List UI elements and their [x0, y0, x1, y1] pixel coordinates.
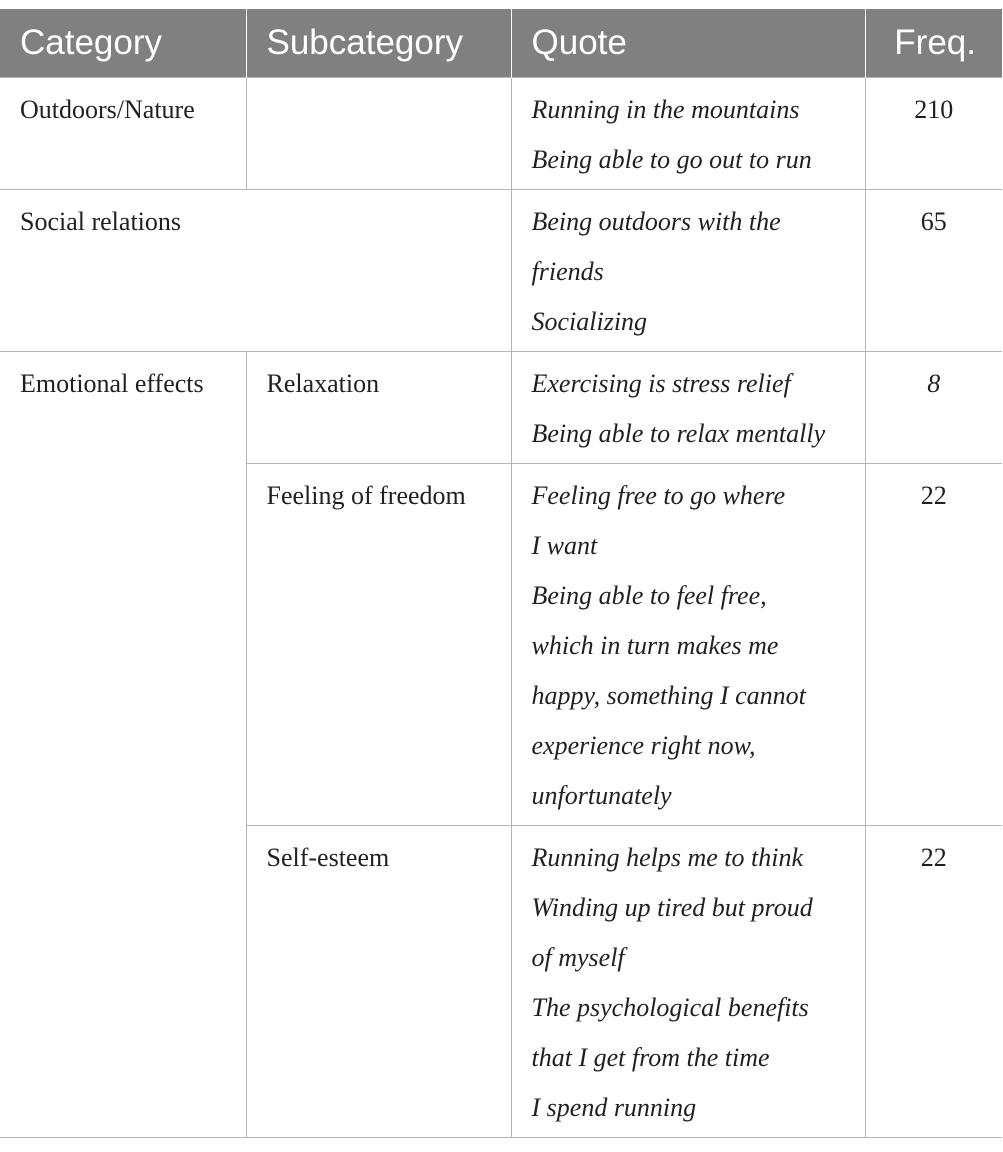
quote-line: Feeling free to go where [531, 480, 786, 510]
quote-line: happy, something I cannot [531, 680, 806, 710]
header-freq: Freq. [865, 9, 1002, 77]
quote-line: Exercising is stress relief [531, 368, 791, 398]
subcategory-cell: Feeling of freedom [246, 463, 511, 825]
freq-cell: 22 [865, 463, 1002, 825]
table-row-outdoors [0, 77, 1002, 189]
quote-line: Running in the mountains [531, 94, 800, 124]
category-cell: Outdoors/Nature [0, 77, 246, 189]
subcategory-cell: Relaxation [246, 351, 511, 463]
quote-line: Running helps me to think [531, 842, 804, 872]
subcategory-cell: Self-esteem [246, 825, 511, 1137]
quote-line: Being able to feel free, [531, 580, 767, 610]
table-body [0, 77, 1002, 1137]
freq-cell: 210 [865, 77, 1002, 189]
category-cell: Emotional effects [0, 351, 246, 1137]
quote-line: Being able to go out to run [531, 144, 812, 174]
subcategory-cell [246, 77, 511, 189]
quote-line: of myself [531, 942, 625, 972]
quote-line: Being outdoors with the [531, 206, 781, 236]
freq-cell: 8 [865, 351, 1002, 463]
table-row-relaxation [0, 351, 1002, 463]
quote-cell [511, 351, 865, 463]
quote-line: I spend running [531, 1092, 697, 1122]
quote-line: I want [531, 530, 598, 560]
header-category: Category [0, 9, 246, 77]
freq-cell: 22 [865, 825, 1002, 1137]
quote-line: friends [531, 256, 604, 286]
quote-line: that I get from the time [531, 1042, 770, 1072]
quote-cell [511, 189, 865, 351]
quote-cell [511, 77, 865, 189]
results-table [0, 9, 1002, 1138]
quote-cell [511, 825, 865, 1137]
header-subcategory: Subcategory [246, 9, 511, 77]
quote-line: unfortunately [531, 780, 672, 810]
table-header [0, 9, 1002, 77]
quote-line: The psychological benefits [531, 992, 809, 1022]
header-row [0, 9, 1002, 77]
table-row-social [0, 189, 1002, 351]
freq-cell: 65 [865, 189, 1002, 351]
category-cell: Social relations [0, 189, 511, 351]
quote-line: which in turn makes me [531, 630, 779, 660]
quote-cell [511, 463, 865, 825]
quote-line: Socializing [531, 306, 648, 336]
quote-line: experience right now, [531, 730, 756, 760]
quote-line: Being able to relax mentally [531, 418, 826, 448]
quote-line: Winding up tired but proud [531, 892, 813, 922]
header-quote: Quote [511, 9, 865, 77]
